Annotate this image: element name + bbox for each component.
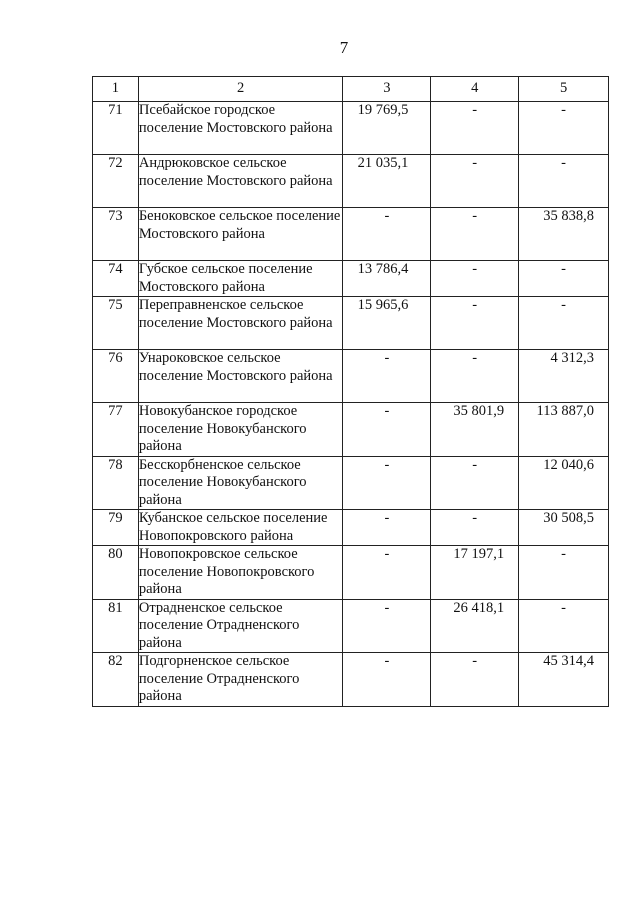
- column-header: 5: [519, 77, 609, 102]
- value-col-4: -: [431, 208, 519, 261]
- settlement-name: Новопокровское сельское поселение Новопокровского района: [138, 546, 343, 600]
- value-col-5: -: [519, 102, 609, 155]
- value-col-5: 12 040,6: [519, 456, 609, 510]
- value-col-4: 26 418,1: [431, 599, 519, 653]
- table-row: [93, 510, 609, 546]
- table-row: [93, 599, 609, 653]
- value-col-4: -: [431, 456, 519, 510]
- table-row: [93, 350, 609, 403]
- table-row: [93, 102, 609, 155]
- row-number: 76: [93, 350, 139, 403]
- table-header-row: [93, 77, 609, 102]
- value-col-4: -: [431, 653, 519, 707]
- table-row: [93, 456, 609, 510]
- row-number: 78: [93, 456, 139, 510]
- row-number: 81: [93, 599, 139, 653]
- value-col-5: 45 314,4: [519, 653, 609, 707]
- value-col-3: 19 769,5: [343, 102, 431, 155]
- value-col-4: -: [431, 102, 519, 155]
- value-col-5: -: [519, 599, 609, 653]
- value-col-3: -: [343, 403, 431, 457]
- settlement-name: Кубанское сельское поселение Новопокровского района: [138, 510, 343, 546]
- value-col-3: -: [343, 208, 431, 261]
- column-header: 3: [343, 77, 431, 102]
- column-header: 4: [431, 77, 519, 102]
- value-col-5: -: [519, 261, 609, 297]
- page-number: 7: [339, 38, 349, 57]
- settlement-name: Новокубанское городское поселение Новокубанского района: [138, 403, 343, 457]
- table-row: [93, 261, 609, 297]
- table-row: [93, 208, 609, 261]
- row-number: 82: [93, 653, 139, 707]
- value-col-5: -: [519, 546, 609, 600]
- value-col-3: 15 965,6: [343, 297, 431, 350]
- table-body: [93, 102, 609, 707]
- column-header: 2: [138, 77, 343, 102]
- value-col-5: 30 508,5: [519, 510, 609, 546]
- value-col-4: -: [431, 261, 519, 297]
- table-row: [93, 155, 609, 208]
- value-col-5: -: [519, 155, 609, 208]
- value-col-3: -: [343, 546, 431, 600]
- row-number: 79: [93, 510, 139, 546]
- value-col-4: 35 801,9: [431, 403, 519, 457]
- value-col-5: 35 838,8: [519, 208, 609, 261]
- value-col-3: -: [343, 653, 431, 707]
- settlement-name: Подгорненское сельское поселение Отрадненского района: [138, 653, 343, 707]
- value-col-3: 13 786,4: [343, 261, 431, 297]
- settlement-name: Отрадненское сельское поселение Отрадненского района: [138, 599, 343, 653]
- value-col-3: -: [343, 456, 431, 510]
- settlement-name: Бесскорбненское сельское поселение Новокубанского района: [138, 456, 343, 510]
- column-header: 1: [93, 77, 139, 102]
- value-col-5: 4 312,3: [519, 350, 609, 403]
- settlement-name: Переправненское сельское поселение Мостовского района: [138, 297, 343, 350]
- budget-table: [92, 76, 609, 707]
- value-col-4: 17 197,1: [431, 546, 519, 600]
- row-number: 73: [93, 208, 139, 261]
- row-number: 74: [93, 261, 139, 297]
- row-number: 80: [93, 546, 139, 600]
- value-col-3: -: [343, 510, 431, 546]
- value-col-5: 113 887,0: [519, 403, 609, 457]
- table-row: [93, 403, 609, 457]
- settlement-name: Губское сельское поселение Мостовского района: [138, 261, 343, 297]
- settlement-name: Беноковское сельское поселение Мостовского района: [138, 208, 343, 261]
- value-col-3: -: [343, 599, 431, 653]
- settlement-name: Псебайское городское поселение Мостовского района: [138, 102, 343, 155]
- settlement-name: Унароковское сельское поселение Мостовского района: [138, 350, 343, 403]
- settlement-name: Андрюковское сельское поселение Мостовского района: [138, 155, 343, 208]
- table-row: [93, 546, 609, 600]
- row-number: 71: [93, 102, 139, 155]
- value-col-3: -: [343, 350, 431, 403]
- table-row: [93, 653, 609, 707]
- value-col-4: -: [431, 297, 519, 350]
- row-number: 75: [93, 297, 139, 350]
- value-col-4: -: [431, 510, 519, 546]
- value-col-3: 21 035,1: [343, 155, 431, 208]
- value-col-4: -: [431, 350, 519, 403]
- row-number: 72: [93, 155, 139, 208]
- row-number: 77: [93, 403, 139, 457]
- value-col-4: -: [431, 155, 519, 208]
- value-col-5: -: [519, 297, 609, 350]
- table-row: [93, 297, 609, 350]
